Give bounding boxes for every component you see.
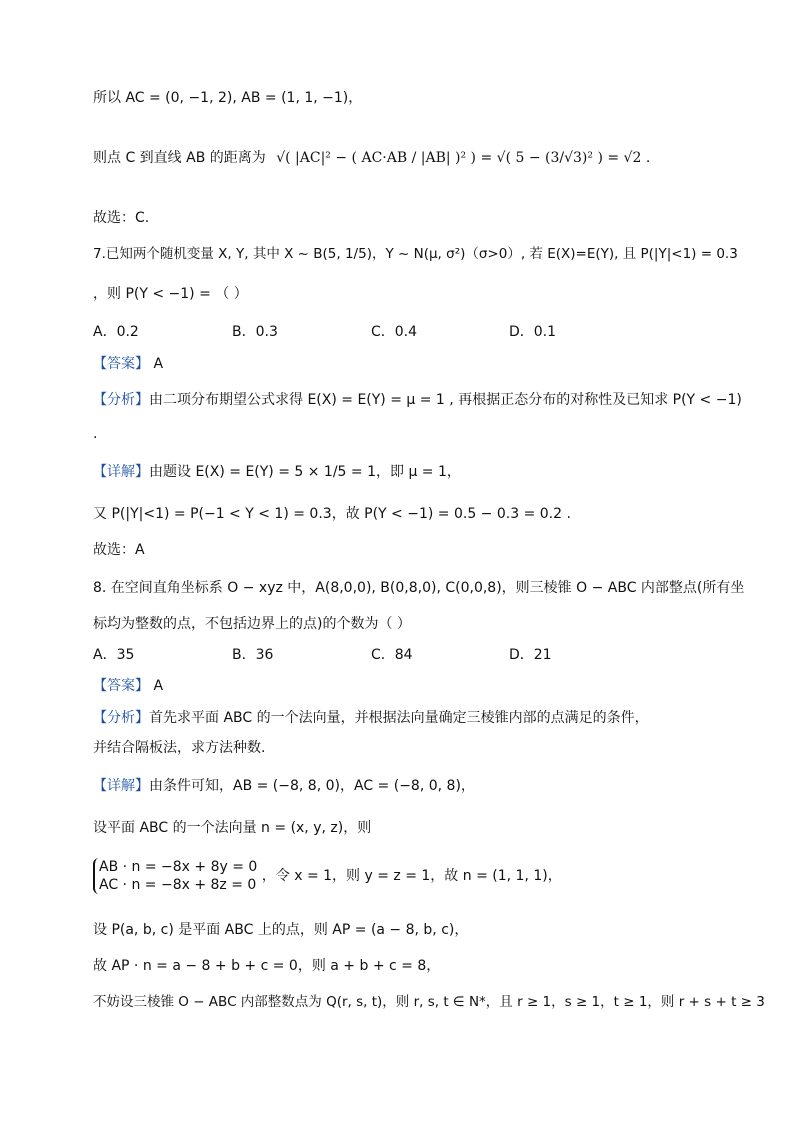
q7-answer [93, 354, 163, 374]
question-7-stem: 7.已知两个随机变量 X, Y, 其中 X ~ B(5, 1/5)，Y ~ N(μ, σ²)（σ>0）, 若 E(X)=E(Y), 且 P(|Y|<1) = 0.3 [93, 246, 738, 262]
q7-option-b: B．0.3 [232, 324, 278, 340]
answer-tag: 【答案】 [93, 678, 149, 694]
system-eq-1: AB · n = −8x + 8y = 0 [99, 859, 258, 875]
analysis-tag: 【分析】 [93, 392, 149, 408]
q8-detail-4: 故 AP · n = a − 8 + b + c = 0，则 a + b + c = 8， [93, 958, 441, 974]
text-fragment: 则点 C 到直线 AB 的距离为 [93, 150, 266, 166]
detail-text: 由题设 E(X) = E(Y) = 5 × 1/5 = 1，即 μ = 1， [149, 464, 461, 480]
q7-option-d: D．0.1 [509, 324, 557, 340]
q8-option-a: A．35 [93, 647, 135, 663]
detail-tag: 【详解】 [93, 778, 149, 794]
text-line [93, 148, 650, 168]
q8-option-b: B．36 [232, 647, 274, 663]
q7-conclusion: 故选：A [93, 542, 145, 558]
q7-analysis-end: . [93, 426, 98, 442]
system-tail: ，令 x = 1，则 y = z = 1，故 n = (1, 1, 1)， [261, 868, 562, 884]
system-eq-2: AC · n = −8x + 8z = 0 [99, 877, 257, 893]
text-line: 所以 AC = (0, −1, 2), AB = (1, 1, −1)， [93, 90, 363, 106]
q8-option-d: D．21 [509, 647, 552, 663]
q8-equation-system [93, 858, 562, 894]
analysis-text: 首先求平面 ABC 的一个法向量，并根据法向量确定三棱锥内部的点满足的条件， [149, 710, 649, 726]
q8-detail-2: 设平面 ABC 的一个法向量 n = (x, y, z)，则 [93, 820, 372, 836]
q8-answer [93, 676, 163, 696]
q8-analysis-2: 并结合隔板法，求方法种数. [93, 740, 266, 756]
system-brace [93, 858, 257, 894]
q8-analysis [93, 708, 649, 728]
detail-text: 由条件可知，AB = (−8, 8, 0)，AC = (−8, 0, 8)， [149, 778, 475, 794]
q8-detail-5: 不妨设三棱锥 O − ABC 内部整数点为 Q(r, s, t)，则 r, s, t ∈ N*，且 r ≥ 1，s ≥ 1，t ≥ 1，则 r + s + t ≥ 3 [93, 994, 765, 1010]
detail-tag: 【详解】 [93, 464, 149, 480]
analysis-tag: 【分析】 [93, 710, 149, 726]
q7-option-c: C．0.4 [371, 324, 418, 340]
q7-option-a: A．0.2 [93, 324, 139, 340]
q8-option-c: C．84 [371, 647, 413, 663]
q8-detail [93, 776, 475, 796]
question-8-stem-cont: 标均为整数的点，不包括边界上的点)的个数为（ ） [93, 616, 411, 632]
q7-detail-2: 又 P(|Y|<1) = P(−1 < Y < 1) = 0.3，故 P(Y < −1) = 0.5 − 0.3 = 0.2 . [93, 506, 571, 522]
q7-analysis [93, 390, 742, 410]
question-7-stem-cont: ，则 P(Y < −1) = （ ） [93, 286, 248, 302]
text-line: 故选：C. [93, 210, 150, 226]
question-8-stem: 8. 在空间直角坐标系 O − xyz 中，A(8,0,0), B(0,8,0), C(0,0,8)，则三棱锥 O − ABC 内部整点(所有坐 [93, 580, 745, 596]
answer-value: A [153, 678, 164, 694]
formula: √( |AC|² − ( AC·AB / |AB| )² ) = √( 5 − (3/√3)² ) = √2 . [276, 150, 651, 166]
answer-tag: 【答案】 [93, 356, 149, 372]
analysis-text: 由二项分布期望公式求得 E(X) = E(Y) = μ = 1 , 再根据正态分布的对称性及已知求 P(Y < −1) [149, 392, 742, 408]
q7-detail [93, 462, 461, 482]
answer-value: A [153, 356, 164, 372]
q8-detail-3: 设 P(a, b, c) 是平面 ABC 上的点，则 AP = (a − 8, b, c)， [93, 922, 469, 938]
